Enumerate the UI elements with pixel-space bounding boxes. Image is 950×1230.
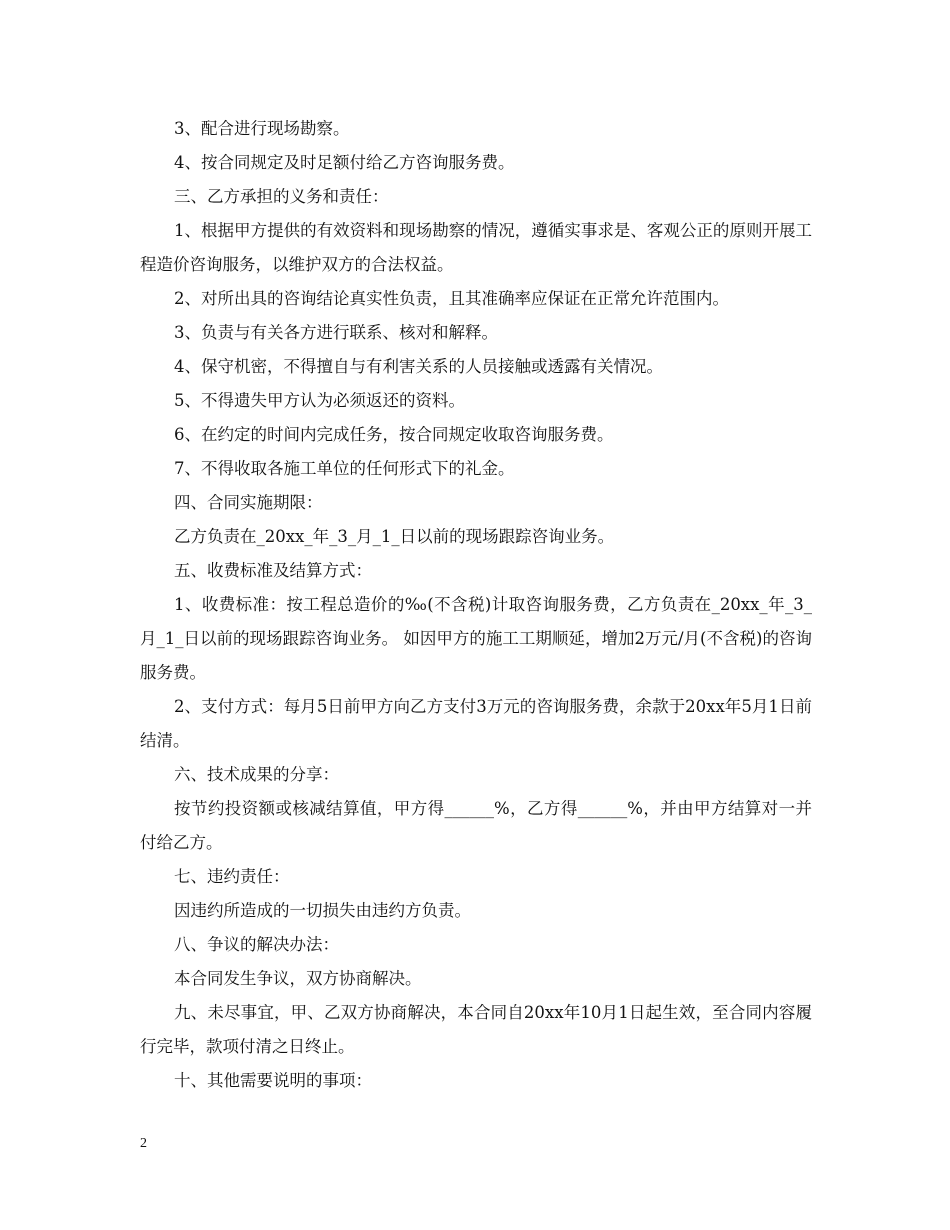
paragraph: 6、在约定的时间内完成任务，按合同规定收取咨询服务费。 [174,425,614,444]
section-heading: 十、其他需要说明的事项： [174,1071,372,1090]
section-heading: 八、争议的解决办法： [174,935,339,954]
paragraph: 7、不得收取各施工单位的任何形式下的礼金。 [174,459,515,478]
paragraph: 4、按合同规定及时足额付给乙方咨询服务费。 [174,153,515,172]
paragraph: 1、收费标准：按工程总造价的‰(不含税)计取咨询服务费，乙方负责在_20xx_年_3_月_1_日以前的现场跟踪咨询业务。 如因甲方的施工工期顺延，增加2万元/月(不含税)的咨询服务费。 [140,595,812,682]
section-heading: 六、技术成果的分享： [174,765,339,784]
section-heading: 四、合同实施期限： [174,493,323,512]
paragraph: 5、不得遗失甲方认为必须返还的资料。 [174,391,465,410]
paragraph: 3、负责与有关各方进行联系、核对和解释。 [174,323,498,342]
section-heading: 五、收费标准及结算方式： [174,561,372,580]
page-number: 2 [140,1136,147,1151]
paragraph: 1、根据甲方提供的有效资料和现场勘察的情况，遵循实事求是、客观公正的原则开展工程造价咨询服务，以维护双方的合法权益。 [140,221,812,274]
paragraph: 按节约投资额或核减结算值，甲方得______%，乙方得______%，并由甲方结算对一并付给乙方。 [140,799,812,852]
section-heading: 三、乙方承担的义务和责任： [174,187,389,206]
paragraph: 4、保守机密，不得擅自与有利害关系的人员接触或透露有关情况。 [174,357,663,376]
section-heading: 七、违约责任： [174,867,290,886]
paragraph: 3、配合进行现场勘察。 [174,119,350,138]
paragraph: 因违约所造成的一切损失由违约方负责。 [174,901,471,920]
paragraph: 2、对所出具的咨询结论真实性负责，且其准确率应保证在正常允许范围内。 [174,289,729,308]
document-body [140,112,812,1098]
paragraph: 乙方负责在_20xx_年_3_月_1_日以前的现场跟踪咨询业务。 [174,527,615,546]
paragraph: 2、支付方式：每月5日前甲方向乙方支付3万元的咨询服务费，余款于20xx年5月1日前结清。 [140,697,812,750]
paragraph: 本合同发生争议，双方协商解决。 [174,969,422,988]
paragraph: 九、未尽事宜，甲、乙双方协商解决，本合同自20xx年10月1日起生效，至合同内容履行完毕，款项付清之日终止。 [140,1003,812,1056]
